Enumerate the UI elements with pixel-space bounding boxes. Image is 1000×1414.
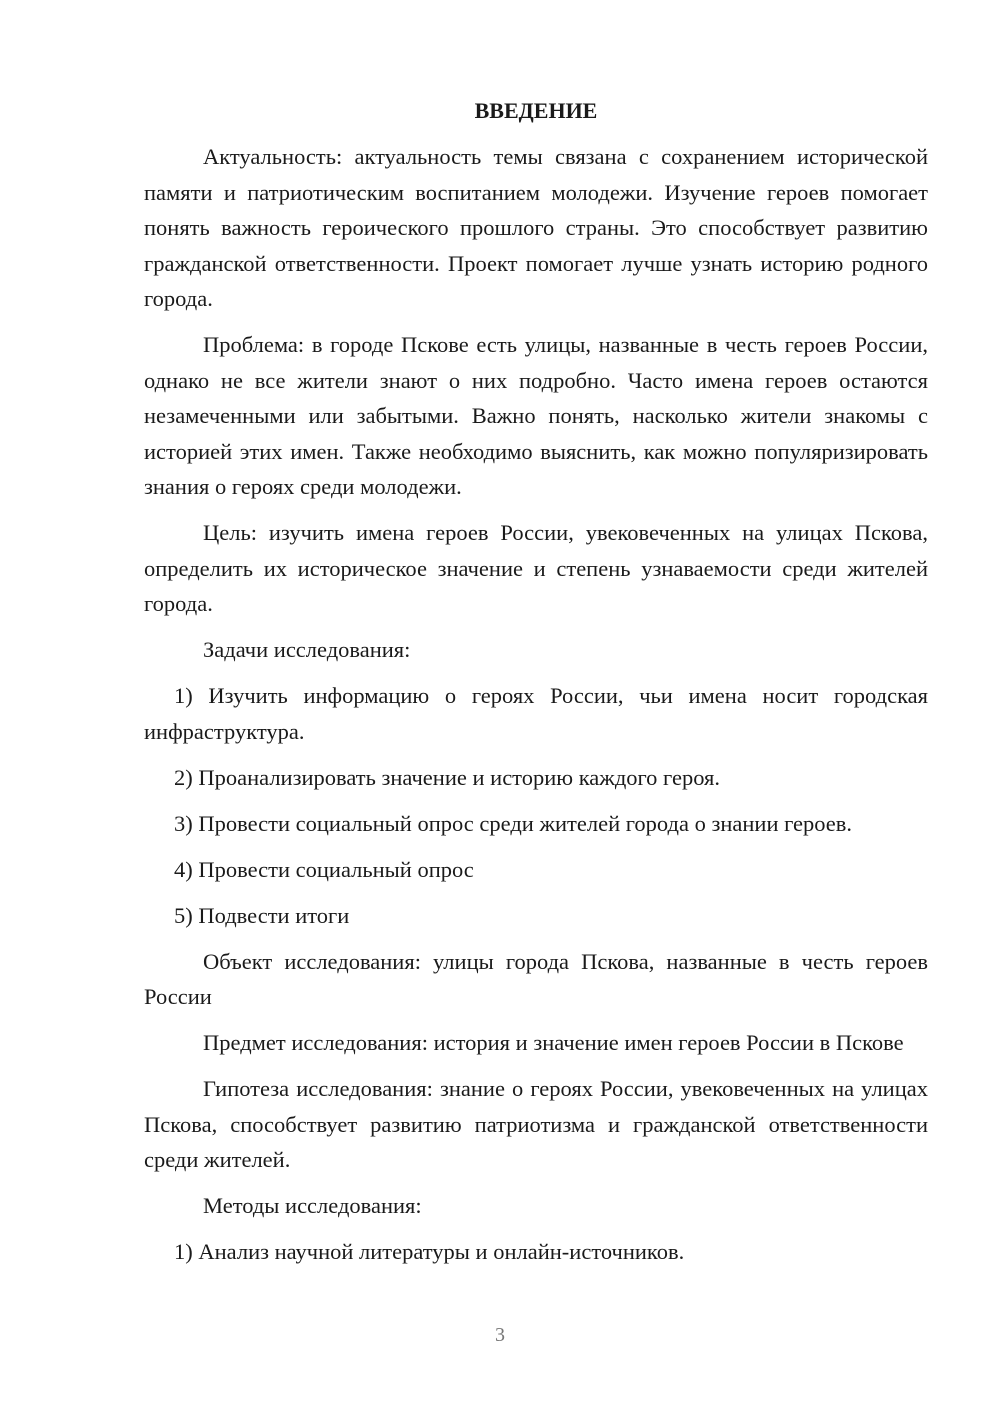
goal-paragraph: Цель: изучить имена героев России, увековеченных на улицах Пскова, определить их историческое значение и степень узнаваемости среди жителей города. (144, 520, 928, 616)
page-content (144, 93, 928, 1280)
page-number: 3 (495, 1324, 505, 1346)
section-title: ВВЕДЕНИЕ (474, 98, 598, 123)
relevance-paragraph: Актуальность: актуальность темы связана с сохранением исторической памяти и патриотическим воспитанием молодежи. Изучение героев помогает понять важность героического прошлого страны. Это способствует развитию гражданской ответственности. Проект помогает лучше узнать историю родного города. (144, 144, 928, 311)
hypothesis-paragraph: Гипотеза исследования: знание о героях России, увековеченных на улицах Пскова, способствует развитию патриотизма и гражданской ответственности среди жителей. (144, 1076, 928, 1172)
task-item-4: 4) Провести социальный опрос (174, 856, 474, 882)
method-item-1: 1) Анализ научной литературы и онлайн-источников. (174, 1239, 685, 1264)
methods-heading: Методы исследования: (203, 1193, 422, 1218)
object-paragraph: Объект исследования: улицы города Пскова, названные в честь героев России (144, 948, 928, 1009)
subject-paragraph: Предмет исследования: история и значение имен героев России в Пскове (203, 1030, 904, 1055)
problem-paragraph: Проблема: в городе Пскове есть улицы, названные в честь героев России, однако не все жители знают о них подробно. Часто имена героев остаются незамеченными или забытыми. Важно понять, насколько жители знакомы с историей этих имен. Также необходимо выяснить, как можно популяризировать знания о героях среди молодежи. (144, 332, 928, 499)
task-item-3: 3) Провести социальный опрос среди жителей города о знании героев. (174, 810, 853, 836)
task-item-5: 5) Подвести итоги (174, 902, 350, 928)
task-item-2: 2) Проанализировать значение и историю каждого героя. (174, 764, 721, 790)
task-item-1: 1) Изучить информацию о героях России, чьи имена носит городская инфраструктура. (144, 683, 928, 744)
tasks-heading: Задачи исследования: (203, 637, 411, 662)
